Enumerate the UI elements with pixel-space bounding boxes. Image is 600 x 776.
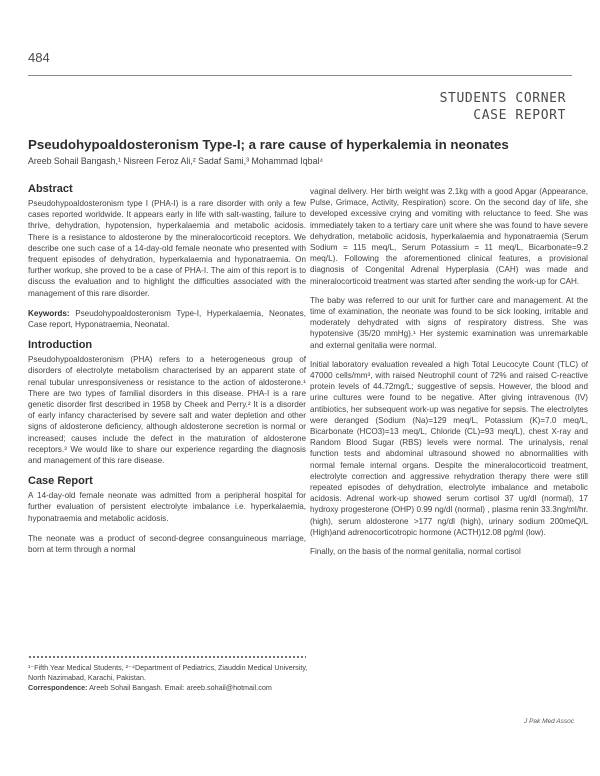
correspondence-label: Correspondence: [28, 683, 88, 692]
author-list: Areeb Sohail Bangash,¹ Nisreen Feroz Ali,² Sadaf Sami,³ Mohammad Iqbal⁴ [28, 156, 324, 166]
introduction-text: Pseudohypoaldosteronism (PHA) refers to a heterogeneous group of disorders of electrolyte metabolism characterised by an apparent state of renal tubular unresponsiveness or resistance to the action of aldosterone.¹ There are two types of familial disorders in this disease. PHA-I is a rare genetic disorder first described in 1958 by Cheek and Perry.² It is a disorder of early infancy characterised by severe salt and water depletion and other signs of aldosterone deficiency, although aldosterone secretion is normal or increased; causes include the defect in the maturation of aldosterone receptors.³ We would like to share our experience regarding the diagnosis and management of this rare disease. [28, 355, 306, 466]
section-label-line1: STUDENTS CORNER [439, 91, 566, 106]
right-column [310, 186, 588, 565]
footnote-divider [28, 655, 306, 659]
keywords-label: Keywords: [28, 308, 70, 318]
correspondence [28, 683, 308, 693]
correspondence-text: Areeb Sohail Bangash. Email: areeb.sohail@hotmail.com [89, 683, 272, 692]
section-label-line2: CASE REPORT [473, 108, 566, 123]
affiliations: ¹⁻Fifth Year Medical Students, ²⁻⁴Department of Pediatrics, Ziauddin Medical University, North Nazimabad, Karachi, Pakistan. [28, 663, 308, 682]
abstract-heading: Abstract [28, 183, 73, 195]
case-paragraph-lab-evaluation: Initial laboratory evaluation revealed a high Total Leucocyte Count (TLC) of 47000 cells/mm³, with raised Neutrophil count of 72% and raised C-reactive protein levels of 44.72mg/L; suggestive of sepsis. However, the blood and urine cultures were found to be negative. After giving intravenous (IV) antibiotics, her subsequent work-up was negative for sepsis. The electrolytes were deranged (Sodium (Na)=129 meq/L, Potassium (K)=7.0 meq/L, Bicarbonate (HCO3)=13 meq/L, Chloride (CL)=93 meq/L), chest X-ray and Random Blood Sugar (RBS) levels were normal. The urinalysis, renal function tests and abdominal ultrasound showed no abnormalities with normal female internal organs. Despite the mineralocorticoid treatment, electrolyte correction and aggressive rehydration therapy there were still repeated episodes of dehydration, electrolyte imbalance and metabolic acidosis. Adrenal work-up showed serum cortisol 37 ug/dl (normal), 17 hydroxy progesterone (OHP) 0.99 ng/dl (normal) , plasma renin 33.3ng/ml/hr. (high), serum aldosterone >177 ng/dl (high), urinary sodium 200meQ/L (High)and adrenocorticotropic hormone (ACTH)12.08 pg/ml (low). [310, 359, 588, 537]
journal-name: J Pak Med Assoc [524, 718, 574, 725]
case-paragraph-conclusion: Finally, on the basis of the normal genitalia, normal cortisol [310, 547, 521, 557]
case-report-paragraph-2: The neonate was a product of second-degree consanguineous marriage, born at term through a normal [28, 533, 306, 555]
case-paragraph-birth: vaginal delivery. Her birth weight was 2.1kg with a good Apgar (Appearance, Pulse, Grimace, Activity, Respiration) score. On the second day of life, she developed excessive crying and vomiting with reluctance to feed. She was immediately taken to a tertiary care unit where she was found to have severe dehydration, metabolic acidosis, hyperkalaemia and hyponatraemia (Serum Sodium = 115 meq/L, Serum Potassium = 11 meq/L, Bicarbonate=9.2 meq/L). Following the aforementioned clinical features, a provisional diagnosis of Congenital Adrenal Hyperplasia (CAH) was made and mineralocorticoid treatment was started after sending the work-up for CAH. [310, 187, 588, 286]
keywords-text: Pseudohypoaldosteronism Type-I, Hyperkalaemia, Neonates, Case report, Hyponatraemia, Neonatal. [28, 308, 306, 330]
left-column [28, 183, 306, 564]
section-label [440, 90, 566, 124]
introduction-heading: Introduction [28, 339, 93, 352]
footnotes [28, 663, 308, 693]
article-title: Pseudohypoaldosteronism Type-I; a rare cause of hyperkalemia in neonates [28, 137, 509, 152]
abstract-text: Pseudohypoaldosteronism type I (PHA-I) is a rare disorder with only a few cases reported worldwide. It appears early in life with salt-wasting, failure to thrive, dehydration, hypotension, hyperkalaemia and metabolic acidosis. There is a resistance to aldosterone by the mineralocorticoid receptors. We describe one such case of a 14-day-old female neonate who presented with frequent episodes of dehydration, hyperkalaemia and hyponatraemia. On further workup, she proved to be a case of PHA-I. The aim of this report is to discuss the evaluation and to highlight the difficulties associated with the management of this rare disorder. [28, 199, 306, 298]
header-rule [28, 75, 572, 76]
case-report-heading: Case Report [28, 475, 93, 488]
case-paragraph-referral: The baby was referred to our unit for further care and management. At the time of examination, the neonate was found to be sick looking, irritable and moderately dehydrated with signs of respiratory distress. She was hypotensive (35/20 mmHg).¹ Her systemic examination was unremarkable and external genitalia were normal. [310, 295, 588, 350]
case-report-paragraph-1: A 14-day-old female neonate was admitted from a peripheral hospital for further evaluation of persistent electrolyte imbalance i.e. hyperkalaemia, hyponatraemia and metabolic acidosis. [28, 491, 306, 523]
page-number: 484 [28, 50, 50, 65]
keywords [28, 308, 306, 330]
